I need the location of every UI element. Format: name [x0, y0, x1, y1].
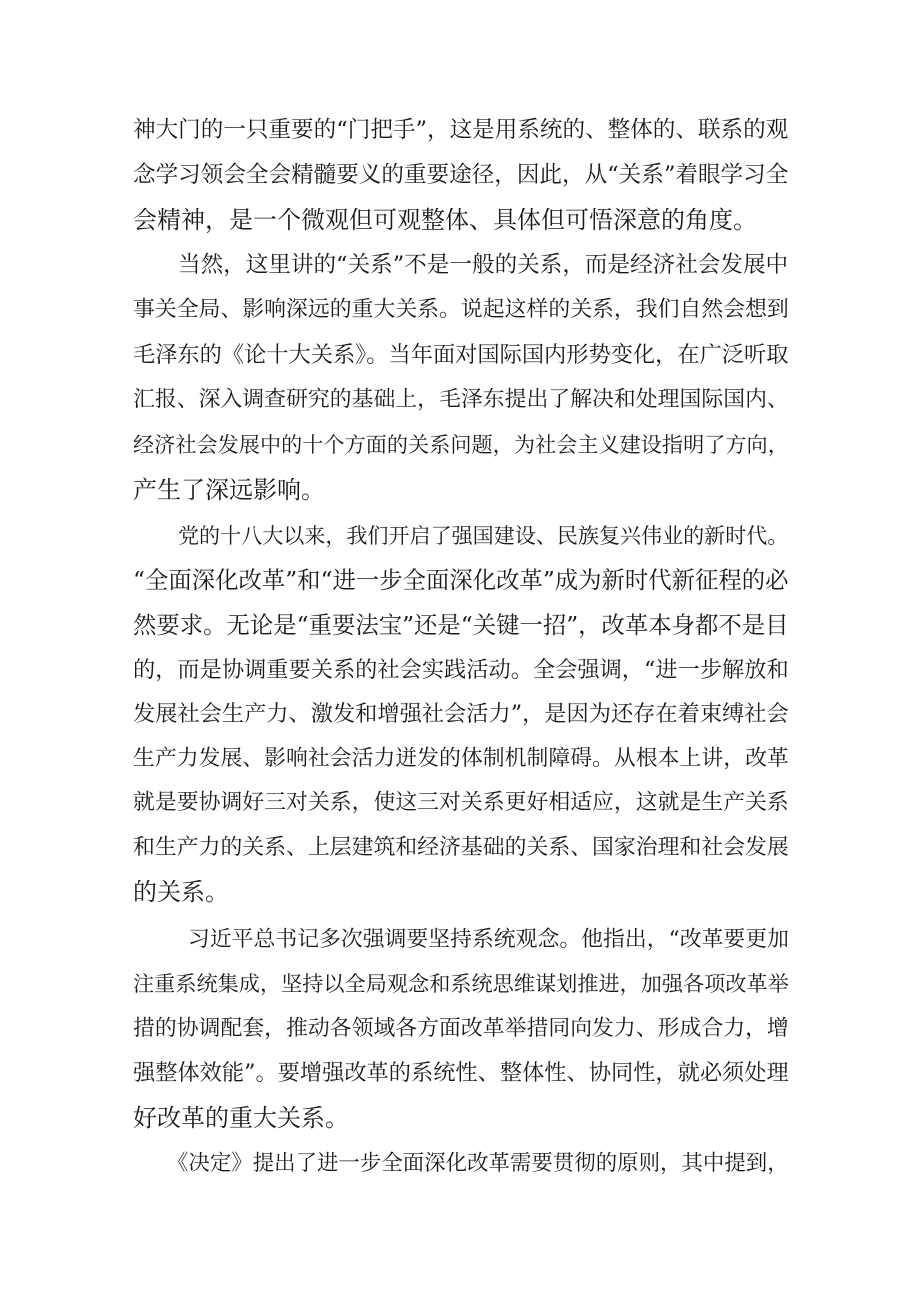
paragraph-1-line-2: 念学习领会全会精髓要义的重要途径，因此，从“关系”着眼学习全 [133, 162, 789, 188]
paragraph-2-line-5: 经济社会发展中的十个方面的关系问题，为社会主义建设指明了方向， [133, 432, 789, 457]
paragraph-4-line-2: 注重系统集成，坚持以全局观念和系统思维谋划推进，加强各项改革举 [133, 971, 789, 996]
paragraph-4-line-3: 措的协调配套，推动各领域各方面改革举措同向发力、形成合力，增 [133, 1016, 789, 1041]
paragraph-3-line-8: 和生产力的关系、上层建筑和经济基础的关系、国家治理和社会发展 [133, 835, 789, 860]
paragraph-1-line-3: 会精神，是一个微观但可观整体、具体但可悟深意的角度。 [133, 206, 757, 234]
paragraph-3-line-6: 生产力发展、影响社会活力迸发的体制机制障碍。从根本上讲，改革 [133, 746, 789, 771]
paragraph-4-line-5: 好改革的重大关系。 [133, 1104, 349, 1132]
paragraph-4-line-4: 强整体效能”。要增强改革的系统性、整体性、协同性，就必须处理 [133, 1060, 789, 1086]
paragraph-2-line-1: 当然，这里讲的“关系”不是一般的关系，而是经济社会发展中 [178, 252, 789, 278]
paragraph-2-line-4: 汇报、深入调查研究的基础上，毛泽东提出了解决和处理国际国内、 [133, 387, 789, 412]
paragraph-1-line-1: 神大门的一只重要的“门把手”，这是用系统的、整体的、联系的观 [133, 117, 789, 143]
paragraph-2-line-2: 事关全局、影响深远的重大关系。说起这样的关系，我们自然会想到 [133, 297, 789, 322]
paragraph-3-line-1: 党的十八大以来，我们开启了强国建设、民族复兴伟业的新时代。 [178, 523, 789, 548]
paragraph-3-line-2: “全面深化改革”和“进一步全面深化改革”成为新时代新征程的必 [133, 566, 789, 594]
paragraph-5-line-1: 《决定》提出了进一步全面深化改革需要贯彻的原则，其中提到， [167, 1151, 789, 1176]
paragraph-3-line-4: 的，而是协调重要关系的社会实践活动。全会强调，“进一步解放和 [133, 657, 789, 683]
paragraph-3-line-9: 的关系。 [133, 878, 229, 906]
paragraph-2-line-3: 毛泽东的《论十大关系》。当年面对国际国内形势变化，在广泛听取 [133, 342, 789, 368]
paragraph-3-line-7: 就是要协调好三对关系，使这三对关系更好相适应，这就是生产关系 [133, 790, 789, 815]
paragraph-4-line-1: 习近平总书记多次强调要坚持系统观念。他指出，“改革要更加 [188, 927, 789, 952]
paragraph-3-line-3: 然要求。无论是“重要法宝”还是“关键一招”，改革本身都不是目 [133, 611, 789, 639]
paragraph-3-line-5: 发展社会生产力、激发和增强社会活力”，是因为还存在着束缚社会 [133, 701, 789, 727]
paragraph-2-line-6: 产生了深远影响。 [133, 476, 325, 504]
